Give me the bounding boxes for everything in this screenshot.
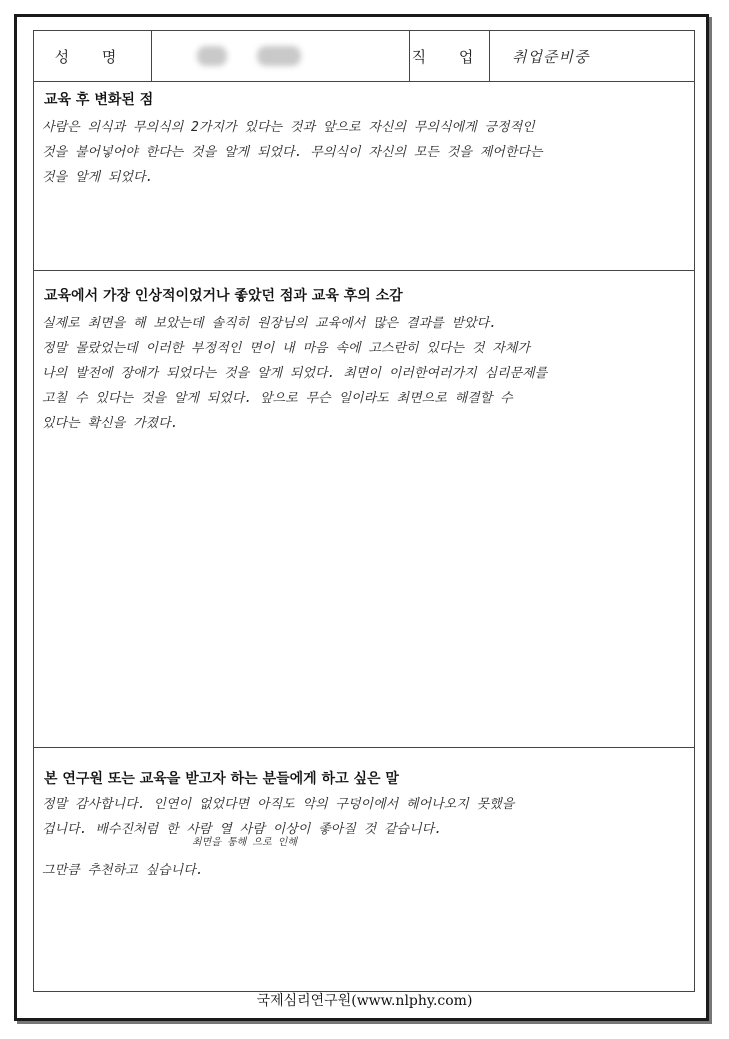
text-line: 정말 감사합니다. 인연이 없었다면 아직도 악의 구덩이에서 헤어나오지 못했을 xyxy=(42,797,515,812)
inserted-note: 최면을 통해 으로 인해 xyxy=(192,837,298,848)
text-line: 고칠 수 있다는 것을 알게 되었다. 앞으로 무슨 일이라도 최면으로 해결할 수 xyxy=(42,391,513,406)
section-title: 교육 후 변화된 점 xyxy=(44,92,154,108)
section-title: 교육에서 가장 인상적이었거나 좋았던 점과 교육 후의 소감 xyxy=(44,288,403,304)
text-line: 사람은 의식과 무의식의 2가지가 있다는 것과 앞으로 자신의 무의식에게 긍정적인 xyxy=(42,120,535,135)
section-impressions xyxy=(34,271,694,748)
redaction-mark xyxy=(257,46,301,66)
handwritten-answer xyxy=(42,792,686,883)
name-label: 성 명 xyxy=(34,31,152,81)
text-line: 그만큼 추천하고 싶습니다. xyxy=(42,863,204,878)
text-line: 나의 발전에 장애가 되었다는 것을 알게 되었다. 최면이 이러한여러가지 심리문제를 xyxy=(42,366,548,381)
text-line: 겁니다. 배수진처럼 한 사람 열 사람 이상이 좋아질 것 같습니다. xyxy=(42,822,443,837)
text-line: 것을 알게 되었다. xyxy=(42,170,154,185)
footer-organization: 국제심리연구원(www.nlphy.com) xyxy=(256,993,473,1009)
handwritten-answer xyxy=(42,115,686,190)
text-line: 있다는 확신을 가졌다. xyxy=(42,416,179,431)
header-row xyxy=(34,31,694,82)
section-title: 본 연구원 또는 교육을 받고자 하는 분들에게 하고 싶은 말 xyxy=(44,771,399,787)
text-line: 정말 몰랐었는데 이러한 부정적인 면이 내 마음 속에 고스란히 있다는 것 자체가 xyxy=(42,341,530,356)
handwritten-answer xyxy=(42,311,686,436)
text-line: 실제로 최면을 해 보았는데 솔직히 원장님의 교육에서 많은 결과를 받았다. xyxy=(42,316,498,331)
name-value-redacted xyxy=(152,31,410,81)
redaction-mark xyxy=(197,46,227,66)
form-table xyxy=(33,30,695,992)
section-changes xyxy=(34,81,694,271)
job-label: 직 업 xyxy=(410,31,490,81)
text-line: 것을 불어넣어야 한다는 것을 알게 되었다. 무의식이 자신의 모든 것을 제어한다는 xyxy=(42,145,543,160)
section-message xyxy=(34,748,694,993)
job-value: 취업준비중 xyxy=(512,47,590,66)
